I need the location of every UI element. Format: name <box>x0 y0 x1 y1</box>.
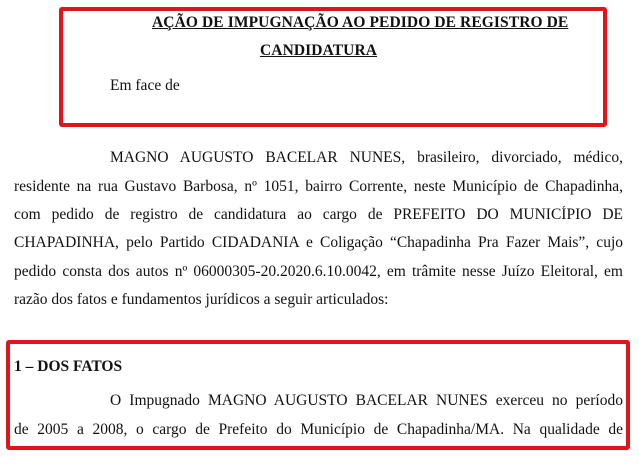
document-title-line-2: CANDIDATURA <box>260 42 378 59</box>
paragraph-2-line: O Impugnado MAGNO AUGUSTO BACELAR NUNES exerceu no período <box>110 392 623 409</box>
paragraph-2-line: de 2005 a 2008, o cargo de Prefeito do Município de Chapadinha/MA. Na qualidade de <box>14 421 623 438</box>
intro-text: Em face de <box>110 77 180 94</box>
paragraph-1-line: residente na rua Gustavo Barbosa, nº 1051, bairro Corrente, neste Município de Chapadinha, <box>14 178 623 195</box>
paragraph-1-line: CHAPADINHA, pelo Partido CIDADANIA e Coligação “Chapadinha Pra Fazer Mais”, cujo <box>14 234 623 251</box>
paragraph-1-line: pedido consta dos autos nº 06000305-20.2020.6.10.0042, em trâmite nesse Juízo Eleitoral, em <box>14 263 623 280</box>
section-heading: 1 – DOS FATOS <box>14 358 123 375</box>
paragraph-1-line: com pedido de registro de candidatura ao cargo de PREFEITO DO MUNICÍPIO DE <box>14 206 623 223</box>
paragraph-1-line: razão dos fatos e fundamentos jurídicos a seguir articulados: <box>14 291 389 308</box>
paragraph-1-line: MAGNO AUGUSTO BACELAR NUNES, brasileiro, divorciado, médico, <box>110 149 623 166</box>
document-title-line-1: AÇÃO DE IMPUGNAÇÃO AO PEDIDO DE REGISTRO DE <box>152 14 569 31</box>
